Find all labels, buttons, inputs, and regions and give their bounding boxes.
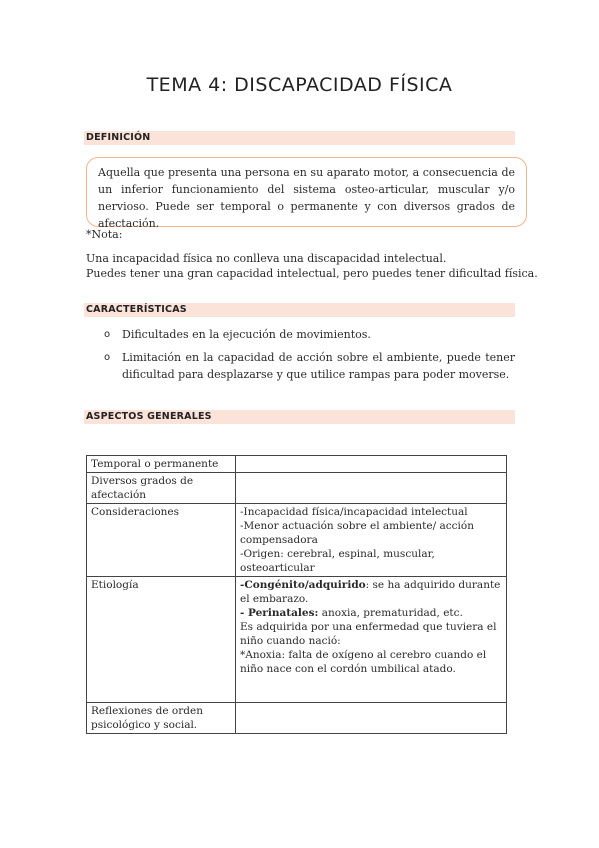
row-value [236, 504, 507, 577]
table-row [87, 703, 507, 734]
characteristics-list [104, 326, 515, 389]
definition-box: Aquella que presenta una persona en su aparato motor, a consecuencia de un inferior funcionamiento del sistema osteo-articular, muscular y/o nervioso. Puede ser temporal o permanente y con diversos grados de afectación. [86, 157, 527, 227]
list-item [104, 326, 515, 343]
etiology-term: - Perinatales: [240, 607, 319, 619]
row-label: Etiología [87, 577, 236, 703]
aspects-table [86, 455, 507, 734]
note-text [86, 251, 538, 281]
list-item-text: Dificultades en la ejecución de movimientos. [122, 328, 371, 341]
row-value [236, 577, 507, 703]
row-label: Diversos grados de afectación [87, 473, 236, 504]
note-line-2: Puedes tener una gran capacidad intelectual, pero puedes tener dificultad física. [86, 267, 538, 280]
etiology-line [240, 606, 502, 620]
table-row [87, 473, 507, 504]
page-title: TEMA 4: DISCAPACIDAD FÍSICA [146, 74, 453, 96]
list-item-text: Limitación en la capacidad de acción sobre el ambiente, puede tener dificultad para desplazarse y que utilice rampas para poder moverse. [122, 351, 515, 381]
note-line-1: Una incapacidad física no conlleva una discapacidad intelectual. [86, 252, 447, 265]
row-label: Consideraciones [87, 504, 236, 577]
etiology-line: Es adquirida por una enfermedad que tuviera el niño cuando nació: [240, 621, 497, 647]
consideration-line: -Menor actuación sobre el ambiente/ acción compensadora [240, 520, 474, 546]
etiology-desc: : se ha adquirido durante el embarazo. [240, 579, 501, 605]
row-value [236, 703, 507, 734]
row-value [236, 456, 507, 473]
list-item [104, 349, 515, 383]
bullet-marker: o [104, 352, 111, 363]
etiology-desc: anoxia, prematuridad, etc. [318, 607, 463, 619]
table-row [87, 504, 507, 577]
bullet-marker: o [104, 329, 111, 340]
section-heading-definicion: DEFINICIÓN [84, 131, 515, 145]
note-label: *Nota: [86, 228, 123, 241]
etiology-line: *Anoxia: falta de oxígeno al cerebro cuando el niño nace con el cordón umbilical atado. [240, 649, 487, 675]
table-row [87, 577, 507, 703]
section-heading-aspectos: ASPECTOS GENERALES [84, 410, 515, 424]
table-row [87, 456, 507, 473]
consideration-line: -Origen: cerebral, espinal, muscular, osteoarticular [240, 548, 435, 574]
row-label: Temporal o permanente [87, 456, 236, 473]
etiology-line [240, 578, 502, 606]
row-label: Reflexiones de orden psicológico y social. [87, 703, 236, 734]
etiology-term: -Congénito/adquirido [240, 579, 366, 591]
consideration-line: -Incapacidad física/incapacidad intelectual [240, 506, 468, 518]
row-value [236, 473, 507, 504]
section-heading-caracteristicas: CARACTERÍSTICAS [84, 303, 515, 317]
